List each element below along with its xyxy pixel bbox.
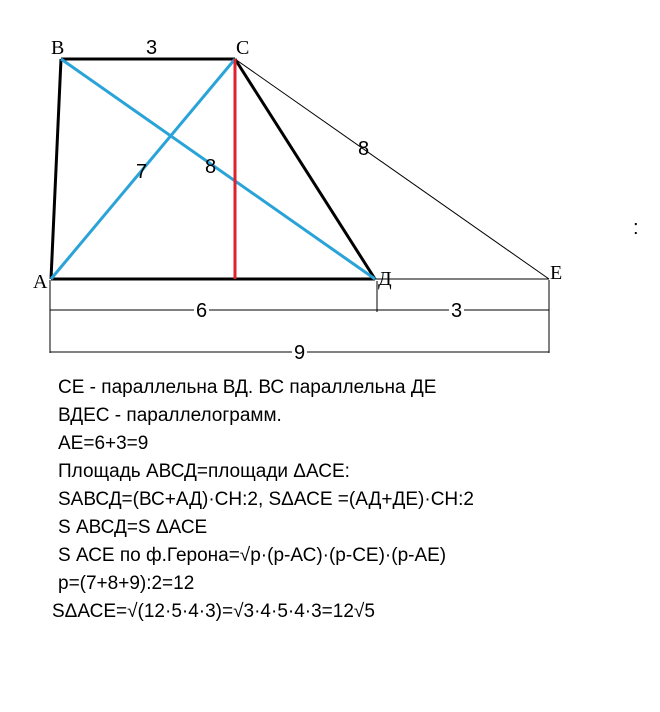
label-de: 3 bbox=[451, 300, 463, 322]
label-bd: 8 bbox=[205, 156, 217, 178]
side-cd bbox=[235, 59, 375, 279]
stray-mark: : bbox=[633, 217, 639, 239]
solution-line-5: SАВСД=(ВС+АД)·СН:2, SΔАСЕ =(АД+ДЕ)·СН:2 bbox=[58, 489, 474, 510]
label-bc: 3 bbox=[146, 37, 158, 59]
solution-line-7: S АСЕ по ф.Герона=√p·(p-АС)·(p-СЕ)·(p-АЕ) bbox=[58, 545, 447, 566]
segment-ce bbox=[235, 59, 549, 279]
solution-line-1: СЕ - параллельна ВД. ВС параллельна ДЕ bbox=[58, 377, 437, 398]
label-ce: 8 bbox=[358, 138, 370, 160]
solution-line-4: Площадь АВСД=площади ΔАСЕ: bbox=[58, 461, 350, 482]
label-ae: 9 bbox=[294, 342, 306, 364]
point-label-e: E bbox=[550, 262, 563, 284]
solution-line-3: АЕ=6+3=9 bbox=[58, 433, 149, 454]
point-label-c: C bbox=[236, 37, 250, 59]
solution-line-9: SΔАСЕ=√(12·5·4·3)=√3·4·5·4·3=12√5 bbox=[52, 601, 375, 622]
side-ab bbox=[51, 59, 61, 279]
point-label-a: A bbox=[33, 271, 48, 293]
solution-line-8: p=(7+8+9):2=12 bbox=[58, 573, 195, 594]
label-ac: 7 bbox=[136, 161, 148, 183]
solution-line-6: S АВСД=S ΔАСЕ bbox=[58, 517, 208, 538]
label-ad: 6 bbox=[196, 300, 208, 322]
diagonal-bd bbox=[61, 59, 375, 279]
point-label-b: B bbox=[51, 37, 65, 59]
point-label-d: Д bbox=[378, 268, 392, 290]
solution-line-2: ВДЕС - параллелограмм. bbox=[58, 405, 282, 426]
